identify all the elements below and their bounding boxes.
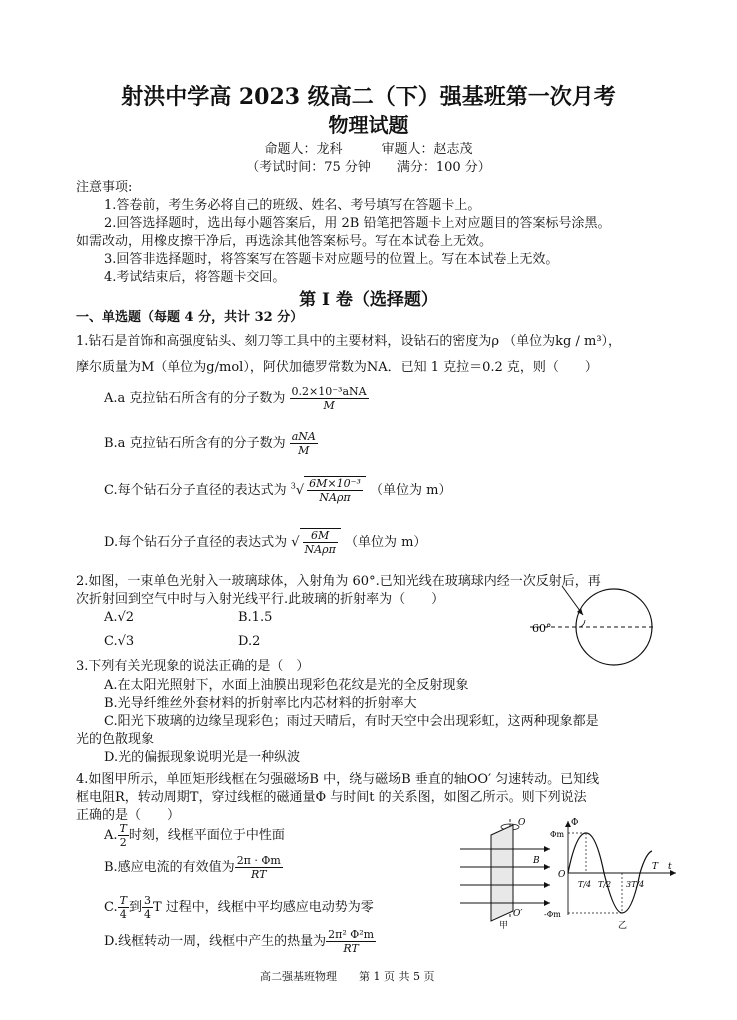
- notes-item: 1.答卷前，考生务必将自己的班级、姓名、考号填写在答题卡上。: [104, 198, 481, 213]
- q1-stem-line1: 1.钻石是首饰和高强度钻头、刻刀等工具中的主要材料，设钻石的密度为ρ （单位为kg / m³），: [76, 334, 622, 349]
- exam-subtitle: 物理试题: [328, 113, 409, 137]
- volume-title: 第 I 卷（选择题）: [299, 290, 438, 310]
- q3-option-d: D.光的偏振现象说明光是一种纵波: [104, 750, 301, 765]
- q1-option-b: B.a 克拉钻石所含有的分子数为 $\frac{\text{aNA}}{M}$: [104, 430, 316, 457]
- origin-label: O: [558, 870, 566, 880]
- q2-option-c: C.√3: [104, 634, 135, 649]
- q2-option-d: D.2: [238, 634, 261, 649]
- figure-caption-jia: 甲: [499, 921, 509, 930]
- notes-item: 3.回答非选择题时，将答案写在答题卡对应题号的位置上。写在本试卷上无效。: [104, 252, 559, 267]
- q1-option-a: A.a 克拉钻石所含有的分子数为 $\frac{\text{0.2×10⁻³aNA}}{M}$: [104, 385, 367, 412]
- q3-stem: 3.下列有关光现象的说法正确的是（ ）: [76, 659, 310, 674]
- axis-label-o: O: [518, 818, 526, 828]
- section-title: 一、单选题（每题 4 分，共计 32 分）: [76, 310, 304, 325]
- t4-label: T/4: [578, 880, 592, 889]
- q4-stem-line2: 框电阻R，转动周期T，穿过线框的磁通量Φ 与时间t 的关系图，如图乙所示。则下列说法: [76, 790, 587, 805]
- q2-glass-sphere-figure: [528, 580, 663, 675]
- axis-label-oprime: O′: [513, 909, 523, 919]
- figure-caption-yi: 乙: [618, 921, 628, 930]
- q4-option-c: C. $\frac{T}{4}$ 到 $\frac{3}{4}$ T 过程中，线框中平均感应电动势为零: [104, 894, 374, 921]
- neg-phim-label: -Φm: [544, 910, 561, 919]
- rectangular-coil: [491, 825, 513, 921]
- field-label-b: B: [533, 856, 540, 866]
- t-period-label: T: [652, 862, 659, 872]
- q4-stem-line3: 正确的是（ ）: [76, 808, 181, 823]
- q4-option-d: D.线框转动一周，线框中产生的热量为 $\frac{\text{2π² Φ²m}}{RT}$: [104, 928, 375, 955]
- notes-item: 如需改动，用橡皮擦干净后，再选涂其他答案标号。写在本试卷上无效。: [76, 234, 493, 249]
- exam-info: （考试时间：75 分钟 满分：100 分）: [246, 160, 491, 175]
- q2-stem-line2: 次折射回到空气中时与入射光线平行.此玻璃的折射率为（ ）: [76, 592, 445, 607]
- q1-option-d: D.每个钻石分子直径的表达式为 √ $\frac{6M}{\text{NAρπ}}$ （单位为 m）: [104, 529, 427, 556]
- notes-item: 2.回答选择题时，选出每小题答案后，用 2B 铅笔把答题卡上对应题目的答案标号涂黑。: [104, 216, 611, 231]
- notes-heading: 注意事项:: [76, 180, 133, 195]
- q3-option-a: A.在太阳光照射下，水面上油膜出现彩色花纹是光的全反射现象: [104, 678, 469, 693]
- q1-stem-line2: 摩尔质量为M（单位为g/mol），阿伏加德罗常数为NA．已知 1 克拉＝0.2 克，则（ ）: [76, 360, 598, 375]
- t-axis-label: t: [668, 862, 672, 872]
- phi-label: Φ: [571, 818, 579, 828]
- phim-label: Φm: [550, 830, 565, 839]
- q2-option-b: B.1.5: [238, 610, 273, 625]
- t34-label: 3T/4: [626, 880, 645, 889]
- notes-item: 4.考试结束后，将答题卡交回。: [104, 270, 286, 285]
- angle-arc: [580, 620, 585, 627]
- q3-option-c: C.阳光下玻璃的边缘呈现彩色；雨过天晴后，有时天空中会出现彩虹，这两种现象都是: [104, 714, 599, 729]
- exam-title: 射洪中学高 2023 级高二（下）强基班第一次月考: [121, 84, 616, 110]
- q1-option-c: C.每个钻石分子直径的表达式为 $^3$√ $\frac{\text{6M×10⁻³}}{\text{NAρπ}}$ （单位为 m）: [104, 477, 452, 504]
- exam-authors: 命题人：龙科 审题人：赵志茂: [264, 142, 473, 157]
- q4-option-b: B.感应电流的有效值为 $\frac{2\pi \cdot \Phi m}{RT}$: [104, 854, 281, 881]
- q3-option-b: B.光导纤维丝外套材料的折射率比内芯材料的折射率大: [104, 696, 417, 711]
- q4-figure-yi: [540, 815, 680, 930]
- q2-stem-line1: 2.如图，一束单色光射入一玻璃球体，入射角为 60°.已知光线在玻璃球内经一次反射后，再: [76, 574, 601, 589]
- q4-option-a: A. $\frac{T}{2}$ 时刻，线框平面位于中性面: [104, 822, 285, 849]
- angle-label: 60°: [532, 622, 552, 635]
- q3-option-c-cont: 光的色散现象: [76, 732, 155, 747]
- t2-label: T/2: [598, 880, 612, 889]
- page-footer: 高二强基班物理 第 1 页 共 5 页: [260, 970, 435, 983]
- q4-stem-line1: 4.如图甲所示，单匝矩形线框在匀强磁场B 中，绕与磁场B 垂直的轴OO′ 匀速转动。已知线: [76, 772, 600, 787]
- q2-option-a: A.√2: [104, 610, 135, 625]
